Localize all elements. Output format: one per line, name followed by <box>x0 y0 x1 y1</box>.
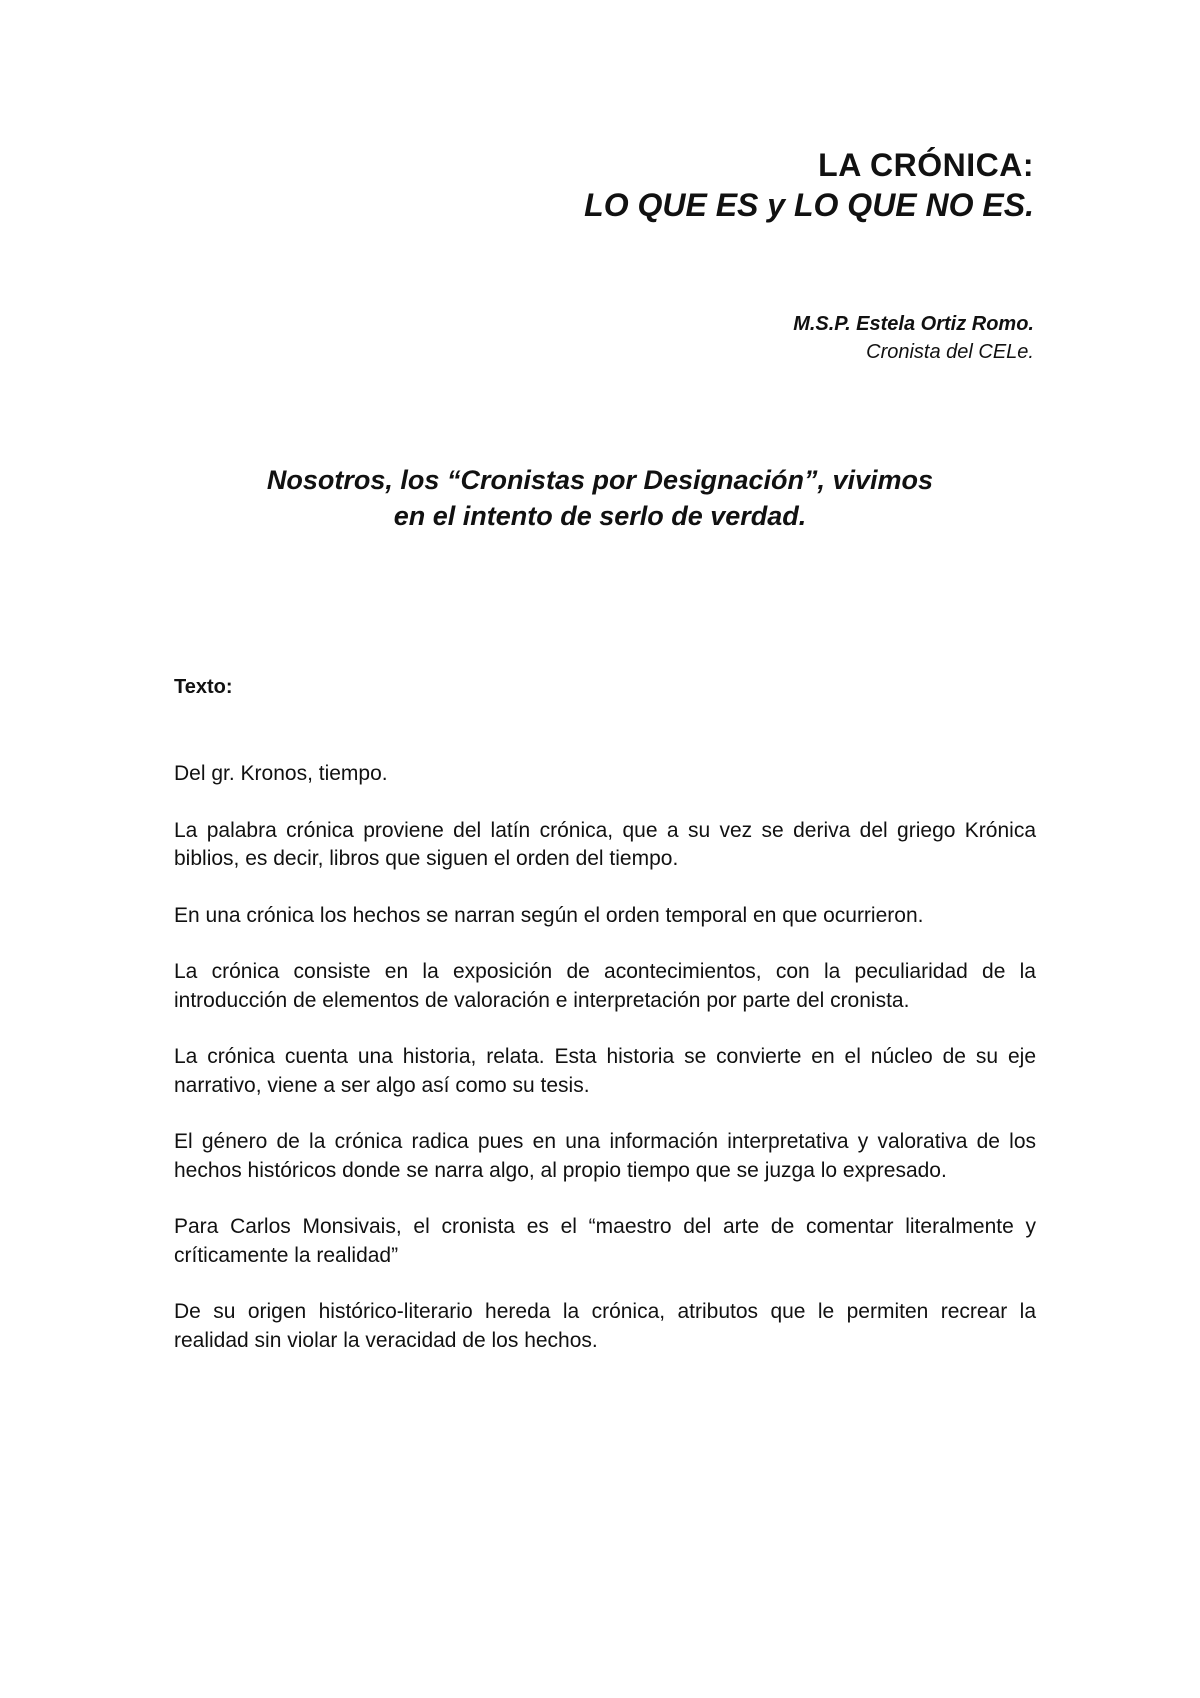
paragraph: De su origen histórico-literario hereda la crónica, atributos que le permiten recrear la realidad sin violar la veracidad de los hechos. <box>174 1300 1036 1352</box>
paragraph: La crónica consiste en la exposición de acontecimientos, con la peculiaridad de la introducción de elementos de valoración e interpretación por parte del cronista. <box>174 960 1036 1012</box>
section-label: Texto: <box>174 676 233 698</box>
document-subtitle: LO QUE ES y LO QUE NO ES. <box>584 187 1034 223</box>
author-name: M.S.P. Estela Ortiz Romo. <box>793 313 1034 335</box>
author-role: Cronista del CELe. <box>866 341 1034 363</box>
title-block <box>584 146 1034 226</box>
paragraph: La palabra crónica proviene del latín crónica, que a su vez se deriva del griego Krónica biblios, es decir, libros que siguen el orden del tiempo. <box>174 818 1036 870</box>
paragraph: El género de la crónica radica pues en una información interpretativa y valorativa de los hechos históricos donde se narra algo, al propio tiempo que se juzga lo expresado. <box>174 1130 1036 1182</box>
epigraph-line: en el intento de serlo de verdad. <box>393 501 807 531</box>
author-block <box>793 310 1034 366</box>
document-title: LA CRÓNICA: <box>818 147 1034 183</box>
paragraph: En una crónica los hechos se narran según el orden temporal en que ocurrieron. <box>174 903 924 927</box>
paragraph: Para Carlos Monsivais, el cronista es el “maestro del arte de comentar literalmente y críticamente la realidad” <box>174 1215 1036 1267</box>
paragraph: La crónica cuenta una historia, relata. Esta historia se convierte en el núcleo de su eje narrativo, viene a ser algo así como su tesis. <box>174 1045 1036 1097</box>
paragraph: Del gr. Kronos, tiempo. <box>174 762 388 785</box>
epigraph-line: Nosotros, los “Cronistas por Designación”, vivimos <box>266 465 934 495</box>
body-text <box>174 760 1036 1383</box>
epigraph <box>0 462 1200 534</box>
